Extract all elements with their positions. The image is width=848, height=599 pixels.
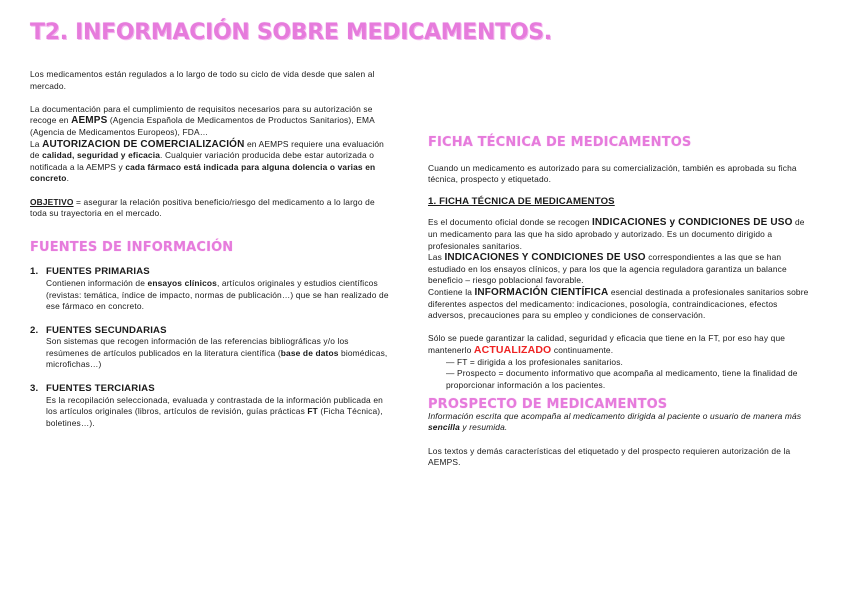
indication-term: cada fármaco está indicada para alguna dolencia o varias en concreto	[30, 161, 376, 184]
source-term: base de datos	[280, 347, 339, 358]
prospecto-text: y resumida.	[459, 422, 508, 433]
ficha-text: Contiene la	[428, 286, 475, 297]
ficha-paragraph	[428, 287, 813, 322]
source-title: FUENTES TERCIARIAS	[46, 383, 155, 395]
doc-text: .	[66, 173, 70, 184]
source-number: 2.	[30, 324, 39, 336]
doc-text: La	[30, 138, 43, 149]
prospecto-italic	[428, 411, 813, 434]
source-number: 3.	[30, 383, 39, 395]
authorization-term: AUTORIZACION DE COMERCIALIZACIÓN	[42, 138, 245, 150]
ficha-text: correspondientes a las que se han estudiado en los ensayos clínicos, y para los que la agencia reguladora garantiza un balance beneficio – riesgo poblacional favorable.	[428, 252, 787, 286]
source-text: , artículos originales y estudios científicos (revistas: temática, índice de impacto, normas de publicación…) que se han realizado de ese fármaco en concreto.	[46, 277, 389, 312]
source-text: Son sistemas que recogen información de las referencias bibliográficas y/o los resúmenes de artículos publicados en la literatura científica (	[46, 336, 349, 358]
ficha-text: Sólo se puede garantizar la calidad, seguridad y eficacia que tiene en la FT, por eso hay que mantenerlo	[428, 333, 786, 355]
doc-text: . Cualquier variación producida debe estar autorizada o notificada a la AEMPS y	[30, 150, 375, 172]
objective-text: = asegurar la relación positiva beneficio/riesgo del medicamento a lo largo de toda su trayectoria en el mercado.	[30, 196, 375, 219]
sencilla-term: sencilla	[428, 422, 460, 433]
right-column	[428, 137, 813, 469]
ficha-text: continuamente.	[551, 344, 614, 355]
source-text: (Ficha Técnica), boletines…).	[46, 406, 383, 428]
left-column	[30, 69, 392, 429]
intro-paragraph: Los medicamentos están regulados a lo largo de todo su ciclo de vida desde que salen al mercado.	[30, 69, 375, 91]
ficha-paragraph	[428, 333, 813, 356]
source-text: biomédicas, microfichas…)	[46, 347, 388, 370]
source-number: 1.	[30, 266, 39, 278]
source-item	[30, 325, 392, 371]
ficha-paragraph	[428, 252, 813, 287]
dash-item: — FT = dirigida a los profesionales sanitarios.	[446, 356, 624, 367]
prospecto-paragraph: Los textos y demás características del etiquetado y del prospecto requieren autorización de la AEMPS.	[428, 445, 791, 468]
actualizado-term: ACTUALIZADO	[473, 343, 552, 356]
prospecto-text: Información escrita que acompaña al medicamento dirigida al paciente o usuario de manera más	[428, 410, 802, 421]
page-title: T2. INFORMACIÓN SOBRE MEDICAMENTOS.	[30, 20, 552, 45]
ficha-text: de un medicamento para las que ha sido aprobado y autorizado. Es un documento dirigido a profesionales sanitarios.	[428, 217, 805, 251]
ficha-text: Las	[428, 252, 445, 263]
ficha-text: Es el documento oficial donde se recogen	[428, 217, 592, 228]
ficha-heading: FICHA TÉCNICA DE MEDICAMENTOS	[428, 135, 692, 150]
source-term: ensayos clínicos	[147, 277, 217, 288]
ficha-term: INFORMACIÓN CIENTÍFICA	[474, 286, 609, 298]
ficha-paragraph	[428, 217, 813, 252]
documentation-paragraph	[30, 104, 392, 139]
doc-text: en AEMPS requiere una evaluación de	[30, 138, 384, 161]
source-text: Es la recopilación seleccionada, evaluada y contrastada de la información publicada en los artículos originales (libros, artículos de revisión, guías prácticas	[46, 394, 383, 417]
ficha-term: INDICACIONES y CONDICIONES DE USO	[591, 217, 793, 229]
source-title: FUENTES SECUNDARIAS	[46, 324, 167, 336]
aemps-term: AEMPS	[71, 115, 108, 127]
source-text: Contienen información de	[46, 277, 148, 288]
prospecto-heading: PROSPECTO DE MEDICAMENTOS	[428, 397, 668, 413]
source-term: FT	[307, 406, 318, 417]
ficha-intro: Cuando un medicamento es autorizado para su comercialización, también es aprobada su ficha técnica, prospecto y etiquetado.	[428, 162, 797, 185]
doc-text: La documentación para el cumplimiento de requisitos necesarios para su autorización se recoge en	[30, 103, 373, 126]
objective-label: OBJETIVO	[30, 196, 74, 207]
source-item	[30, 266, 392, 312]
source-item	[30, 383, 392, 429]
fuentes-heading: FUENTES DE INFORMACIÓN	[30, 239, 234, 255]
source-title: FUENTES PRIMARIAS	[46, 266, 150, 278]
objective-paragraph	[30, 197, 392, 220]
quality-term: calidad, seguridad y eficacia	[42, 150, 161, 161]
ficha-term: INDICACIONES Y CONDICIONES DE USO	[444, 252, 646, 264]
dash-item: — Prospecto = documento informativo que acompaña al medicamento, tiene la finalidad de proporcionar información a los pacientes.	[446, 368, 798, 390]
ficha-subheading: 1. FICHA TÉCNICA DE MEDICAMENTOS	[428, 195, 615, 207]
ficha-text: esencial destinada a profesionales sanitarios sobre diferentes aspectos del medicamento: indicaciones, posología, contraindicaciones, efectos adversos, precauciones para su empleo y condiciones de conservación.	[428, 286, 809, 321]
authorization-paragraph	[30, 139, 392, 185]
doc-text: (Agencia Española de Medicamentos de Productos Sanitarios), EMA (Agencia de Medicamentos Europeos), FDA…	[30, 115, 375, 137]
